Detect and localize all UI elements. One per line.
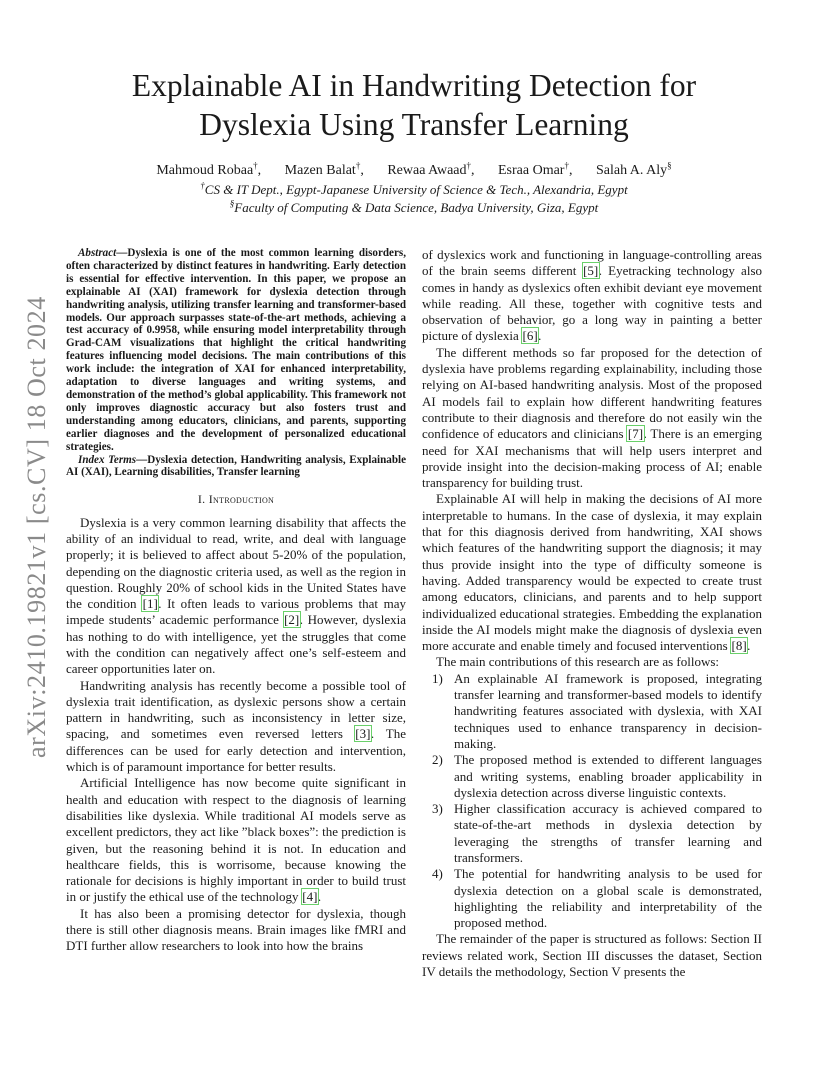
citation-link[interactable]: [7] xyxy=(627,426,644,442)
contribution-list xyxy=(422,671,762,932)
paragraph: The different methods so far proposed for the detection of dyslexia have problems regarding explainability, including those relying on AI-based handwriting analysis. Most of the proposed AI models fail to explain how different handwriting features contribute to their diagnosis and therefore do not easily win the confidence of educators and clinicians [7]. There is an emerging need for XAI mechanisms that will help users interpret and provide insight into the decision-making process of AI; enable transparency for building trust. xyxy=(422,344,762,491)
abstract: Abstract—Dyslexia is one of the most common learning disorders, often characterized by distinct features in handwriting. Early detection is essential for effective intervention. In this paper, we propose an explainable AI (XAI) framework for dyslexia detection through handwriting analysis, utilizing transfer learning and transformer-based models. Our approach surpasses state-of-the-art methods, achieving a test accuracy of 0.9958, while ensuring model interpretability through Grad-CAM visualizations that highlight the critical handwriting features influencing model decisions. The main contributions of this work include: the integration of XAI for enhanced interpretability, adaptation to diverse languages and writing systems, and demonstration of the method’s global applicability. This framework not only improves diagnostic accuracy but also fosters trust and understanding among educators, clinicians, and parents, supporting earlier diagnoses and the development of personalized educational strategies. xyxy=(66,247,406,453)
list-item: 4) The potential for handwriting analysis to be used for dyslexia detection on a global scale is demonstrated, highlighting the reliability and interpretability of the proposed method. xyxy=(432,866,762,931)
author: Esraa Omar†, xyxy=(498,160,573,178)
citation-link[interactable]: [8] xyxy=(731,638,747,654)
paragraph: Explainable AI will help in making the decisions of AI more interpretable to humans. In the case of dyslexia, it may explain that for this diagnosis derived from handwriting, XAI shows which features of the handwriting support the diagnosis; it may thus provide insight into the type of difficulty someone is having. Added transparency would be expected to create trust among educators, clinicians, and parents and to help support individualized educational strategies. Embedding the explanation inside the AI models might make the diagnosis of dyslexia even more accurate and enable timely and focused interventions [8]. xyxy=(422,491,762,654)
author: Rewaa Awaad†, xyxy=(387,160,475,178)
list-item: 1) An explainable AI framework is proposed, integrating transfer learning and transformer-based models to identify handwriting features associated with dyslexia, with XAI techniques used to enhance transparency in decision-making. xyxy=(432,670,762,751)
list-item: 3) Higher classification accuracy is achieved compared to state-of-the-art methods in dyslexia detection by leveraging the strengths of transfer learning and transformers. xyxy=(432,801,762,865)
affiliation: §Faculty of Computing & Data Science, Badya University, Giza, Egypt xyxy=(229,198,599,215)
index-terms: Index Terms—Dyslexia detection, Handwriting analysis, Explainable AI (XAI), Learning disabilities, Transfer learning xyxy=(66,453,406,479)
paragraph: Dyslexia is a very common learning disability that affects the ability of an individual to read, write, and deal with language properly; it is believed to affect about 5-20% of the population, depending on the diagnostic criteria used, as well as the region in question. Roughly 20% of school kids in the United States have the condition [1]. It often leads to various problems that may impede students’ academic performance [2]. However, dyslexia has nothing to do with intelligence, yet the struggles that come with the condition can negatively affect one’s self-esteem and career opportunities later on. xyxy=(66,514,406,677)
citation-link[interactable]: [3] xyxy=(355,726,371,742)
title-line-1: Explainable AI in Handwriting Detection for xyxy=(131,68,697,103)
citation-link[interactable]: [1] xyxy=(142,596,158,612)
paragraph: Handwriting analysis has recently become a possible tool of dyslexia trait identification, as dyslexic persons show a certain pattern in handwriting, such as inconsistency in letter size, spacing, and sometimes even reversed letters [3]. The differences can be used for early detection and intervention, which is of paramount importance for better results. xyxy=(66,677,406,775)
paragraph: It has also been a promising detector for dyslexia, though there is still other diagnosis means. Brain images like fMRI and DTI further allow researchers to look into how the brains xyxy=(66,905,406,954)
citation-link[interactable]: [4] xyxy=(302,889,318,905)
citation-link[interactable]: [5] xyxy=(583,263,599,279)
citation-link[interactable]: [6] xyxy=(522,328,538,344)
citation-link[interactable]: [2] xyxy=(284,612,300,628)
paragraph: The main contributions of this research are as follows: xyxy=(436,654,720,670)
paragraph: The remainder of the paper is structured as follows: Section II reviews related work, Section III discusses the dataset, Section IV details the methodology, Section V presents the xyxy=(422,931,762,980)
title-line-2: Dyslexia Using Transfer Learning xyxy=(199,107,629,142)
arxiv-watermark: arXiv:2410.19821v1 [cs.CV] 18 Oct 2024 xyxy=(22,296,51,758)
author: Mazen Balat†, xyxy=(284,160,364,178)
author-list xyxy=(60,162,768,180)
right-column xyxy=(422,247,762,980)
affiliation: †CS & IT Dept., Egypt-Japanese University of Science & Tech., Alexandria, Egypt xyxy=(200,180,628,197)
paper-title xyxy=(60,66,768,144)
paragraph: Artificial Intelligence has now become quite significant in health and education with respect to the diagnosis of learning disabilities like dyslexia. While traditional AI models serve as excellent predictors, they act like ”black boxes”: the prediction is given, but the reasoning behind it is not. In education and healthcare fields, this is worrisome, because knowing the rationale for decisions is highly important in order to build trust in or justify the ethical use of the technology [4]. xyxy=(66,775,406,905)
paragraph: of dyslexics work and functioning in language-controlling areas of the brain seems different [5]. Eyetracking technology also comes in handy as dyslexics often exhibit deviant eye movement while reading. All these, together with cognitive tests and observation of behavior, go a long way in painting a better picture of dyslexia [6]. xyxy=(422,247,762,344)
left-column xyxy=(66,247,406,955)
list-item: 2) The proposed method is extended to different languages and writing systems, enabling broader applicability in dyslexia detection across diverse linguistic contexts. xyxy=(432,752,762,800)
section-heading: I. Introduction xyxy=(197,492,275,507)
author: Salah A. Aly§ xyxy=(595,160,672,178)
author: Mahmoud Robaa†, xyxy=(156,160,262,178)
